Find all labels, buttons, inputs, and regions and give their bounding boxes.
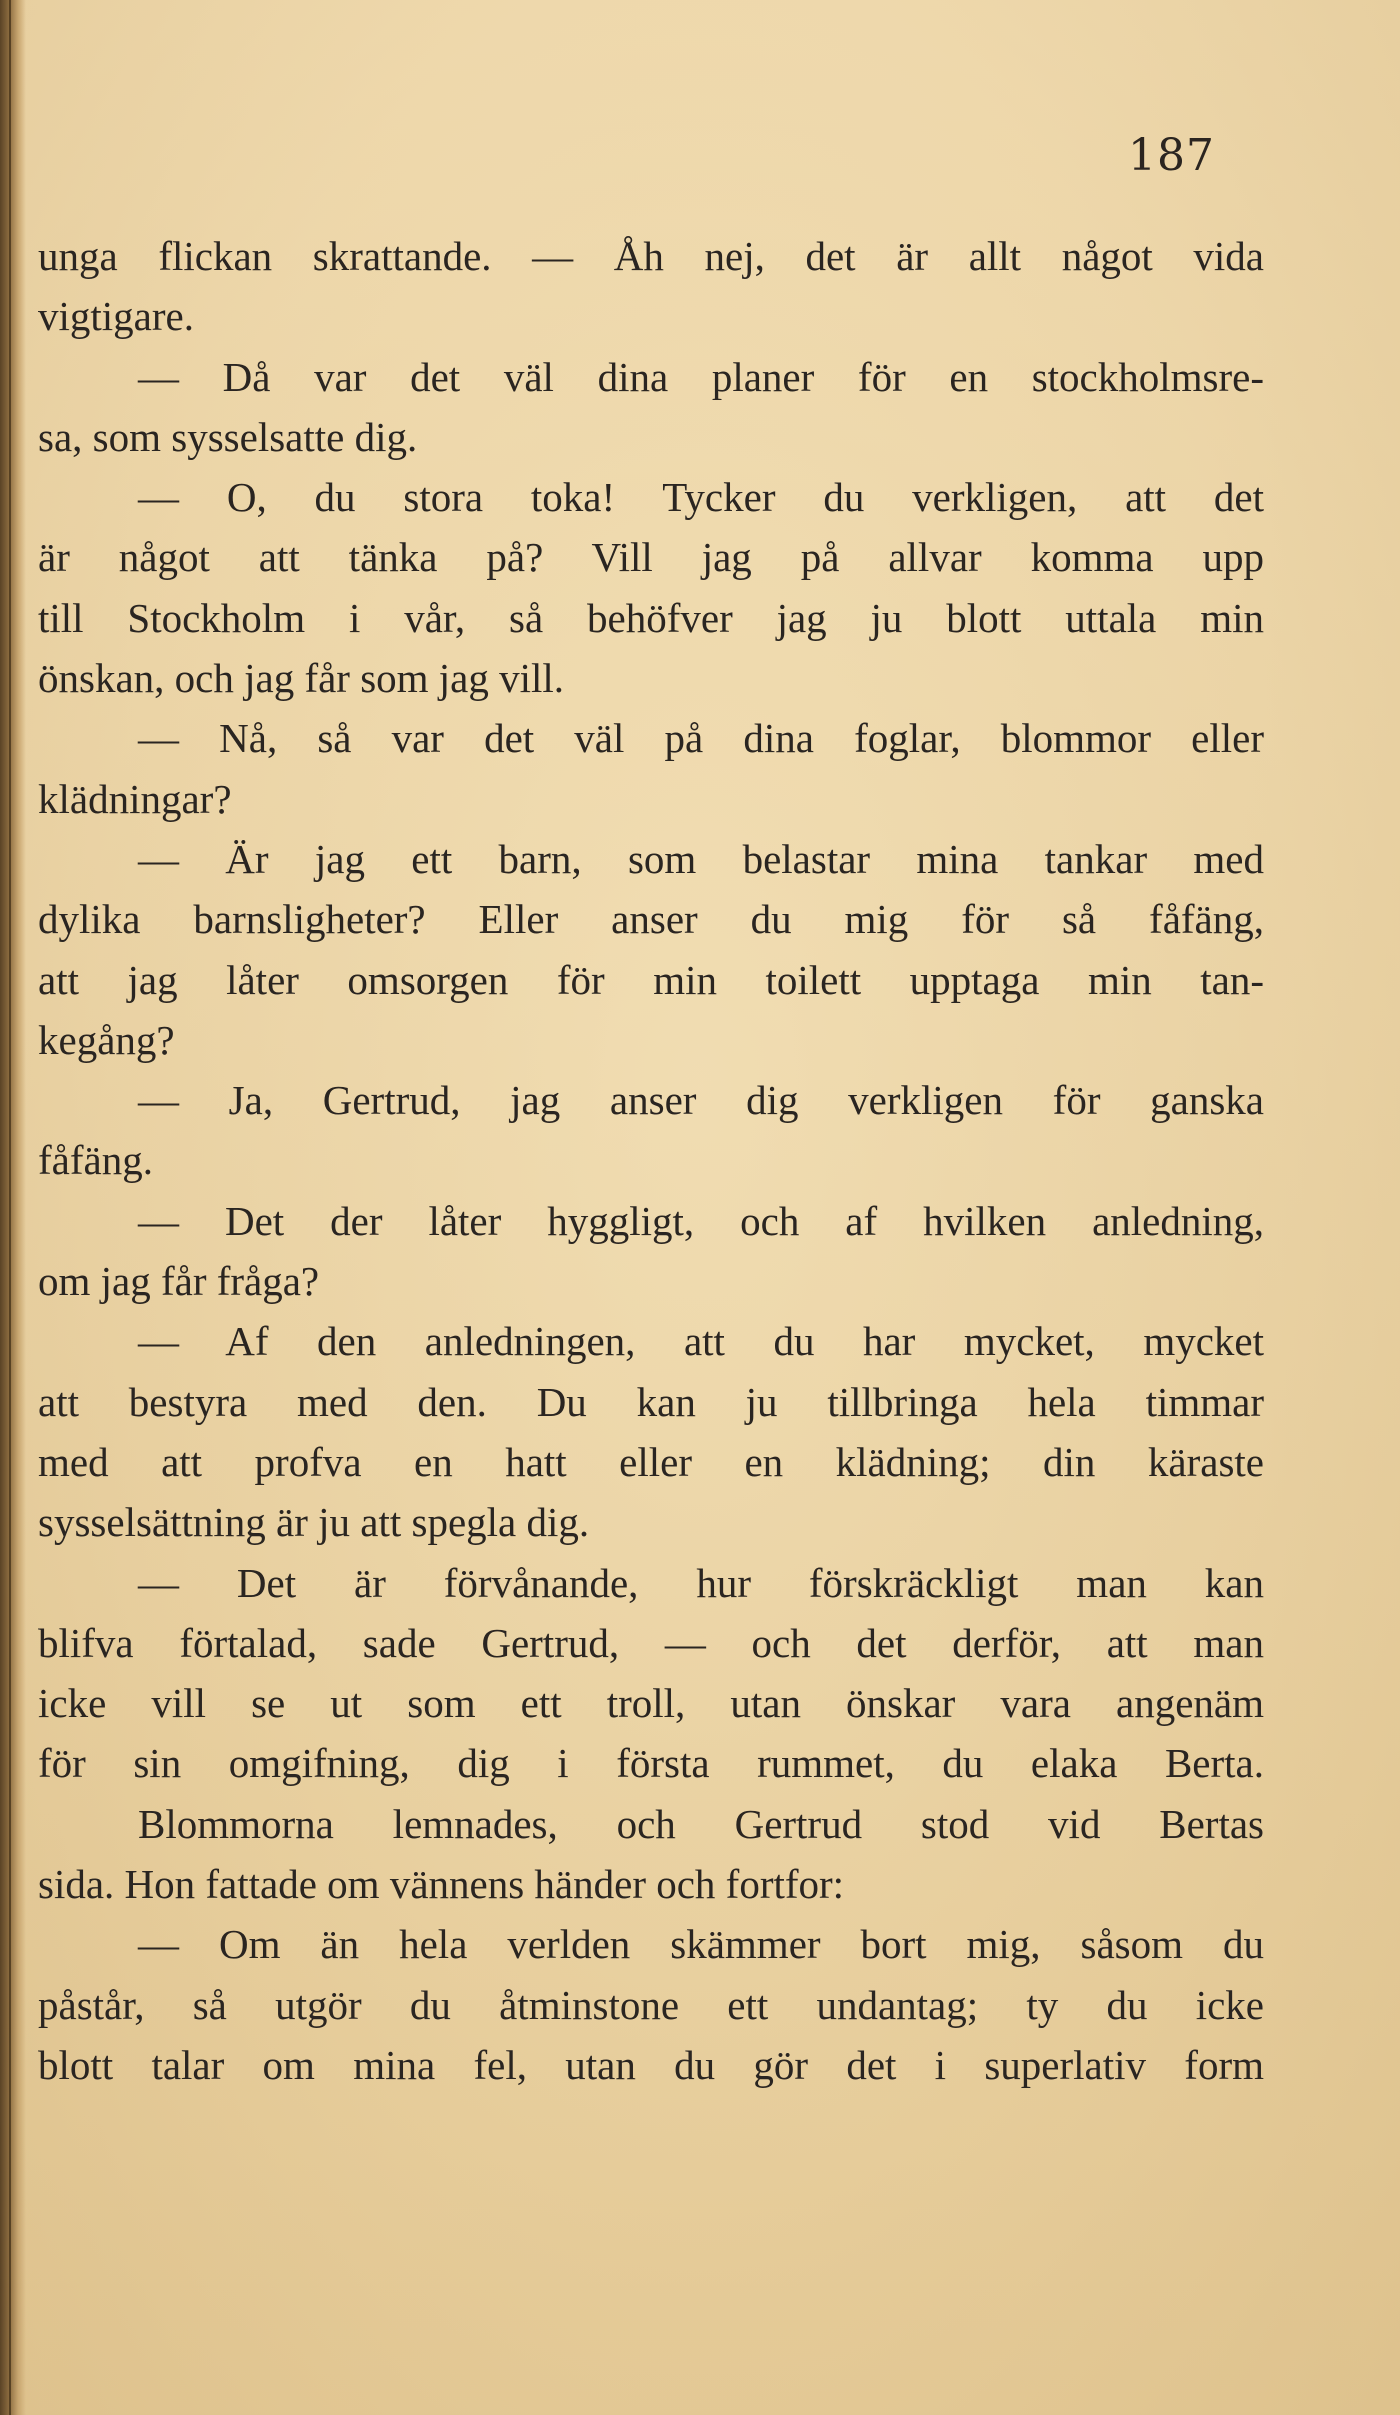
text-line: för sin omgifning, dig i första rummet, du elaka Berta. [38, 1740, 1264, 1787]
page-number: 187 [1128, 130, 1215, 181]
text-line: är något att tänka på? Vill jag på allvar komma upp [38, 534, 1264, 581]
text-line: — O, du stora toka! Tycker du verkligen, att det [138, 474, 1264, 521]
text-line: att bestyra med den. Du kan ju tillbringa hela timmar [38, 1378, 1264, 1425]
text-line: — Då var det väl dina planer för en stockholmsre- [138, 353, 1264, 400]
text-line: — Det der låter hyggligt, och af hvilken anledning, [138, 1197, 1264, 1244]
text-line: kegång? [38, 1016, 175, 1063]
text-line: klädningar? [38, 775, 232, 822]
text-line: unga flickan skrattande. — Åh nej, det är allt något vida [38, 233, 1264, 279]
text-line: — Ja, Gertrud, jag anser dig verkligen för ganska [138, 1077, 1264, 1124]
text-line: sa, som sysselsatte dig. [38, 413, 418, 460]
text-line: Blommorna lemnades, och Gertrud stod vid Bertas [138, 1800, 1264, 1847]
text-line: vigtigare. [38, 293, 194, 340]
text-line: med att profva en hatt eller en klädning; din käraste [38, 1438, 1264, 1485]
text-line: — Nå, så var det väl på dina foglar, blommor eller [138, 715, 1264, 762]
body-text [38, 226, 1264, 2095]
page-gutter [0, 0, 26, 2415]
text-line: fåfäng. [38, 1137, 153, 1184]
gutter-edge-line [9, 0, 11, 2415]
text-line: blifva förtalad, sade Gertrud, — och det derför, att man [38, 1619, 1264, 1666]
text-line: om jag får fråga? [38, 1258, 320, 1305]
text-line: icke vill se ut som ett troll, utan önskar vara angenäm [38, 1680, 1264, 1727]
text-line: — Af den anledningen, att du har mycket, mycket [138, 1318, 1264, 1365]
text-line: — Det är förvånande, hur förskräckligt man kan [138, 1559, 1264, 1606]
text-line: påstår, så utgör du åtminstone ett undantag; ty du icke [38, 1981, 1264, 2028]
text-line: önskan, och jag får som jag vill. [38, 655, 565, 702]
text-line: till Stockholm i vår, så behöfver jag ju blott uttala min [38, 594, 1264, 641]
text-line: — Är jag ett barn, som belastar mina tankar med [138, 835, 1264, 882]
text-line: sysselsättning är ju att spegla dig. [38, 1499, 590, 1546]
text-line: dylika barnsligheter? Eller anser du mig för så fåfäng, [38, 896, 1264, 943]
text-line: — Om än hela verlden skämmer bort mig, såsom du [138, 1921, 1264, 1968]
text-line: att jag låter omsorgen för min toilett upptaga min tan- [38, 956, 1264, 1003]
text-line: blott talar om mina fel, utan du gör det i superlativ form [38, 2041, 1264, 2088]
text-line: sida. Hon fattade om vännens händer och fortfor: [38, 1861, 845, 1908]
